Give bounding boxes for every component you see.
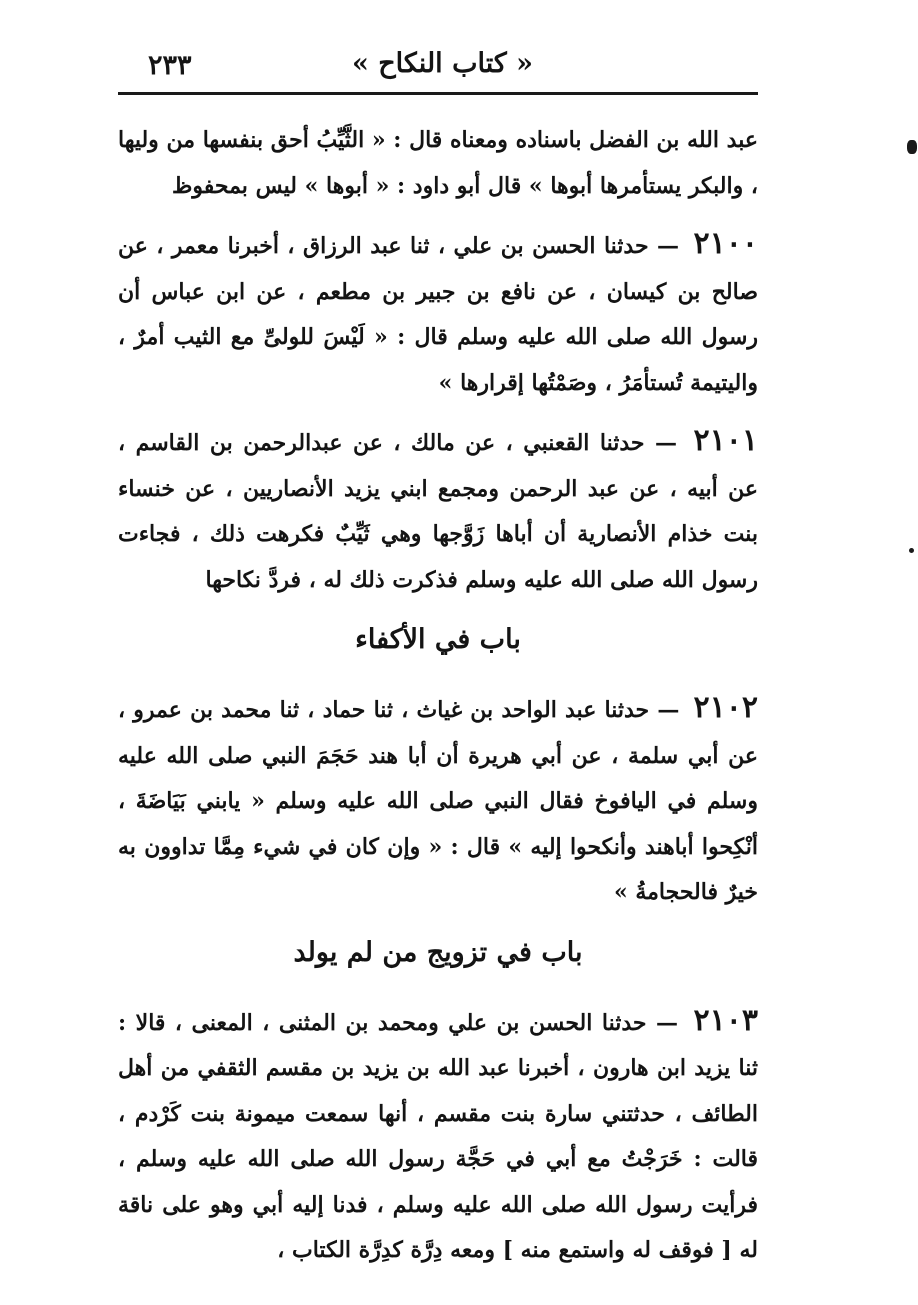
hadith-text: — حدثنا القعنبي ، عن مالك ، عن عبدالرحمن بن القاسم ، عن أبيه ، عن عبد الرحمن ومجمع ابني يزيد الأنصاريين ، عن خنساء بنت خذام الأنصارية أن أباها زَوَّجها وهي ثَيِّبٌ فكرهت ذلك ، فجاءت رسول الله صلى الله عليه وسلم فذكرت ذلك له ، فردَّ نكاحها (118, 430, 758, 593)
margin-mark (909, 548, 914, 553)
chapter-heading: باب في الأكفاء (355, 624, 521, 655)
hadith-number: ٢١٠٠ (693, 226, 758, 261)
page-number: ٢٣٣ (148, 50, 192, 81)
header-rule (118, 92, 758, 95)
hadith-paragraph (118, 998, 758, 1274)
chapter-heading: باب في تزويج من لم يولد (293, 936, 583, 968)
hadith-number: ٢١٠١ (693, 423, 758, 458)
body-text (118, 118, 758, 1286)
margin-mark (907, 140, 917, 154)
running-title: « كتاب النكاح » (351, 48, 533, 79)
hadith-text: — حدثنا الحسن بن علي ، ثنا عبد الرزاق ، أخبرنا معمر ، عن صالح بن كيسان ، عن نافع بن جبير بن مطعم ، عن ابن عباس أن رسول الله صلى الله عليه وسلم قال : « لَيْسَ للولىِّ مع الثيب أمرٌ ، واليتيمة تُستأمَرُ ، وصَمْتُها إقرارها » (118, 233, 758, 396)
page-header (118, 40, 758, 90)
hadith-text: — حدثنا عبد الواحد بن غياث ، ثنا حماد ، ثنا محمد بن عمرو ، عن أبي سلمة ، عن أبي هريرة أن أبا هند حَجَمَ النبي صلى الله عليه وسلم في اليافوخ فقال النبي صلى الله عليه وسلم « يابني بَيَاضَةَ ، أنْكِحوا أباهند وأنكحوا إليه » قال : « وإن كان في شيء مِمَّا تداوون به خيرٌ فالحجامةُ » (118, 697, 758, 905)
hadith-number: ٢١٠٢ (693, 690, 758, 725)
paragraph-text: عبد الله بن الفضل باسناده ومعناه قال : « الثَّيِّبُ أحق بنفسها من وليها ، والبكر يستأمرها أبوها » قال أبو داود : « أبوها » ليس بمحفوظ (118, 127, 758, 199)
hadith-text: — حدثنا الحسن بن علي ومحمد بن المثنى ، المعنى ، قالا : ثنا يزيد ابن هارون ، أخبرنا عبد الله بن يزيد بن مقسم الثقفي من أهل الطائف ، حدثتني سارة بنت مقسم ، أنها سمعت ميمونة بنت كَرْدم ، قالت : خَرَجْتُ مع أبي في حَجَّة رسول الله صلى الله عليه وسلم ، فرأيت رسول الله صلى الله عليه وسلم ، فدنا إليه أبي وهو على ناقة له [ فوقف له واستمع منه ] ومعه دِرَّة كدِرَّة الكتاب ، (118, 1009, 758, 1263)
hadith-paragraph (118, 685, 758, 916)
hadith-number: ٢١٠٣ (693, 1002, 758, 1038)
intro-paragraph (118, 118, 758, 209)
hadith-paragraph (118, 418, 758, 603)
hadith-paragraph (118, 221, 758, 406)
